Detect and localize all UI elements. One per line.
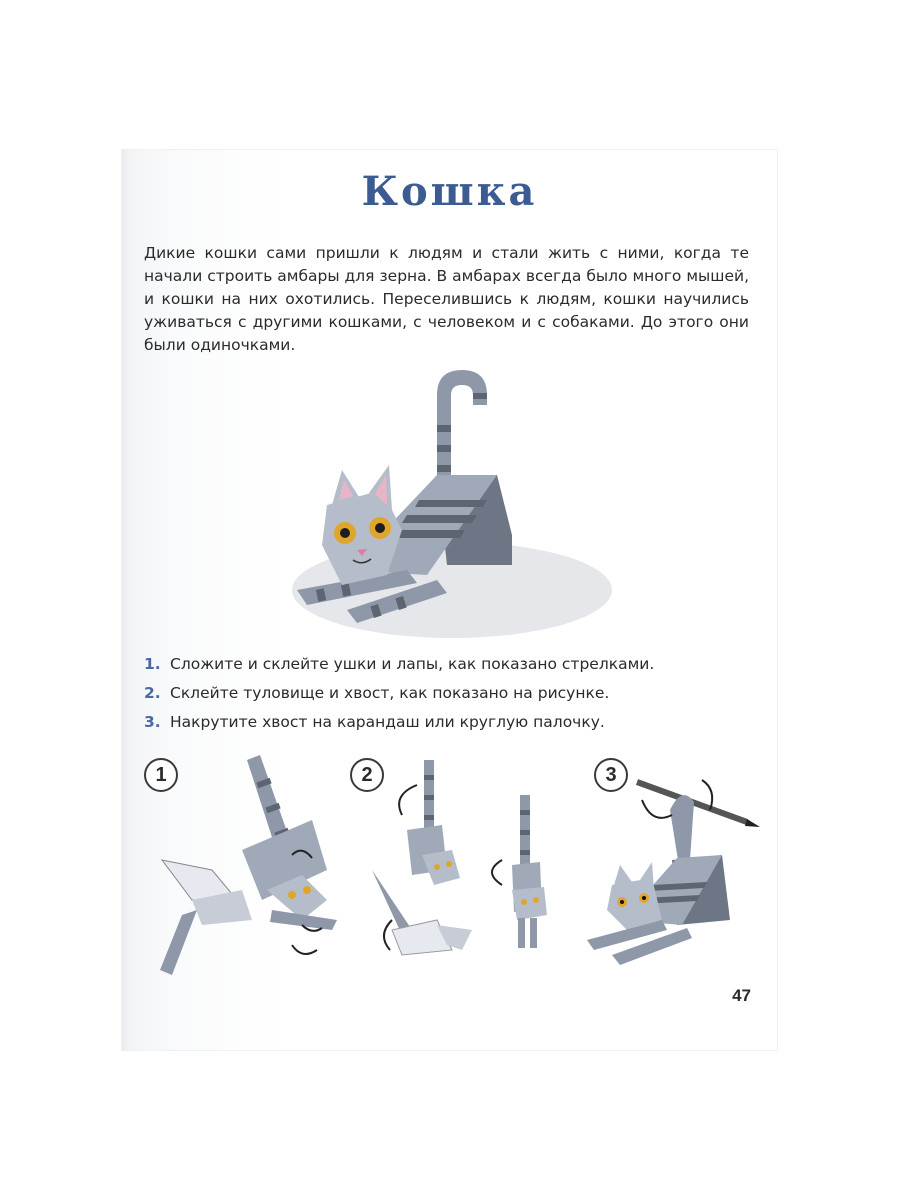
step-3-illustration: [582, 770, 772, 970]
intro-paragraph: Дикие кошки сами пришли к людям и стали жить с ними, когда те начали строить амбары для зерна. В амбарах всегда было много мышей, и кошки на них охотились. Переселившись к людям, кошки научились уживаться с другими кошками, с человеком и с собаками. До этого они были одиночками.: [144, 244, 749, 354]
step-item: 2. Склейте туловище и хвост, как показано на рисунке.: [144, 684, 610, 702]
step-item: 3. Накрутите хвост на карандаш или круглую палочку.: [144, 713, 605, 731]
step-badge-2: 2: [350, 758, 384, 792]
instruction-steps: [144, 650, 764, 737]
page-number: 47: [732, 986, 751, 1005]
step-2-illustration: [362, 750, 562, 990]
step-item: 1. Сложите и склейте ушки и лапы, как показано стрелками.: [144, 655, 655, 673]
step-badge-1: 1: [144, 758, 178, 792]
book-page: [122, 150, 777, 1050]
step-badge-3: 3: [594, 758, 628, 792]
page-title: Кошка: [361, 168, 538, 215]
paper-cat-illustration: [287, 365, 627, 640]
step-1-illustration: [152, 750, 352, 990]
